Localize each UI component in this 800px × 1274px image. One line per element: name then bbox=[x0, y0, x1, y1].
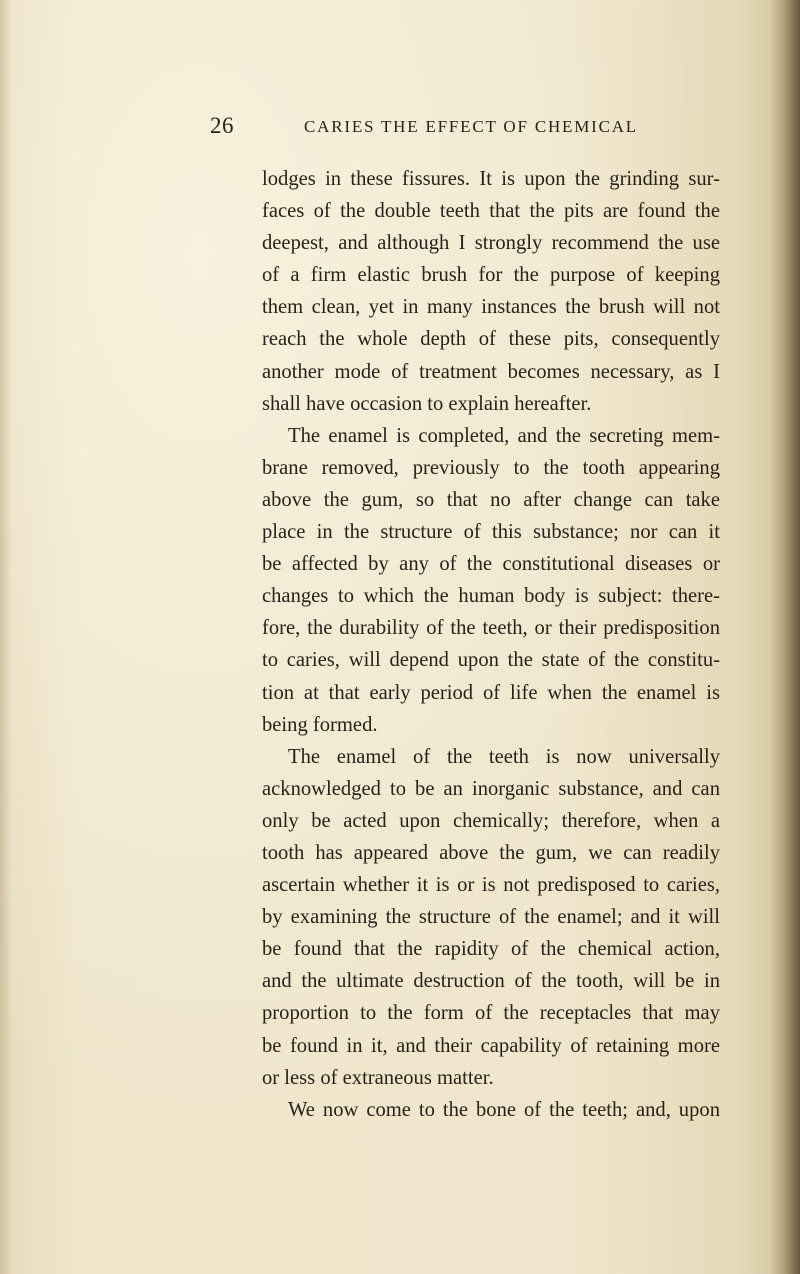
text-line: shall have occasion to explain hereafter. bbox=[262, 392, 592, 415]
text-line: be affected by any of the constitutional diseases or bbox=[262, 553, 720, 576]
text-line: be found in it, and their capability of retaining more bbox=[262, 1034, 720, 1057]
text-line: fore, the durability of the teeth, or their predisposition bbox=[262, 617, 720, 640]
text-line: above the gum, so that no after change can take bbox=[262, 488, 720, 511]
text-line: by examining the structure of the enamel; and it will bbox=[262, 906, 720, 929]
page-right-edge-shadow bbox=[770, 0, 800, 1274]
text-line: of a firm elastic brush for the purpose of keeping bbox=[262, 264, 720, 287]
text-line: place in the structure of this substance; nor can it bbox=[262, 521, 720, 544]
page-left-edge bbox=[0, 0, 12, 1274]
text-line: them clean, yet in many instances the brush will not bbox=[262, 296, 720, 319]
text-line: being formed. bbox=[262, 713, 378, 736]
paragraph-first-line: The enamel is completed, and the secreting mem- bbox=[288, 424, 720, 447]
text-line: tooth has appeared above the gum, we can readily bbox=[262, 841, 720, 864]
paragraph-first-line: We now come to the bone of the teeth; and, upon bbox=[288, 1098, 720, 1121]
text-line: reach the whole depth of these pits, consequently bbox=[262, 328, 720, 351]
text-line: brane removed, previously to the tooth appearing bbox=[262, 456, 720, 479]
text-line: faces of the double teeth that the pits are found the bbox=[262, 200, 720, 223]
text-line: changes to which the human body is subject: there- bbox=[262, 585, 720, 608]
text-line: be found that the rapidity of the chemical action, bbox=[262, 938, 720, 961]
text-line: lodges in these fissures. It is upon the grinding sur- bbox=[262, 168, 720, 190]
text-line: proportion to the form of the receptacles that may bbox=[262, 1002, 720, 1025]
text-line: and the ultimate destruction of the tooth, will be in bbox=[262, 970, 720, 993]
text-line: another mode of treatment becomes necessary, as I bbox=[262, 360, 720, 383]
body-text bbox=[262, 163, 720, 1126]
page-number: 26 bbox=[210, 113, 234, 138]
text-line: ascertain whether it is or is not predisposed to caries, bbox=[262, 874, 720, 897]
text-line: acknowledged to be an inorganic substance, and can bbox=[262, 777, 720, 800]
paragraph-first-line: The enamel of the teeth is now universally bbox=[288, 745, 720, 768]
text-line: deepest, and although I strongly recommend the use bbox=[262, 232, 720, 255]
text-line: tion at that early period of life when the enamel is bbox=[262, 681, 720, 704]
text-line: or less of extraneous matter. bbox=[262, 1066, 494, 1089]
text-line: to caries, will depend upon the state of the constitu- bbox=[262, 649, 720, 672]
running-header: CARIES THE EFFECT OF CHEMICAL bbox=[304, 117, 638, 136]
text-line: only be acted upon chemically; therefore, when a bbox=[262, 809, 720, 832]
